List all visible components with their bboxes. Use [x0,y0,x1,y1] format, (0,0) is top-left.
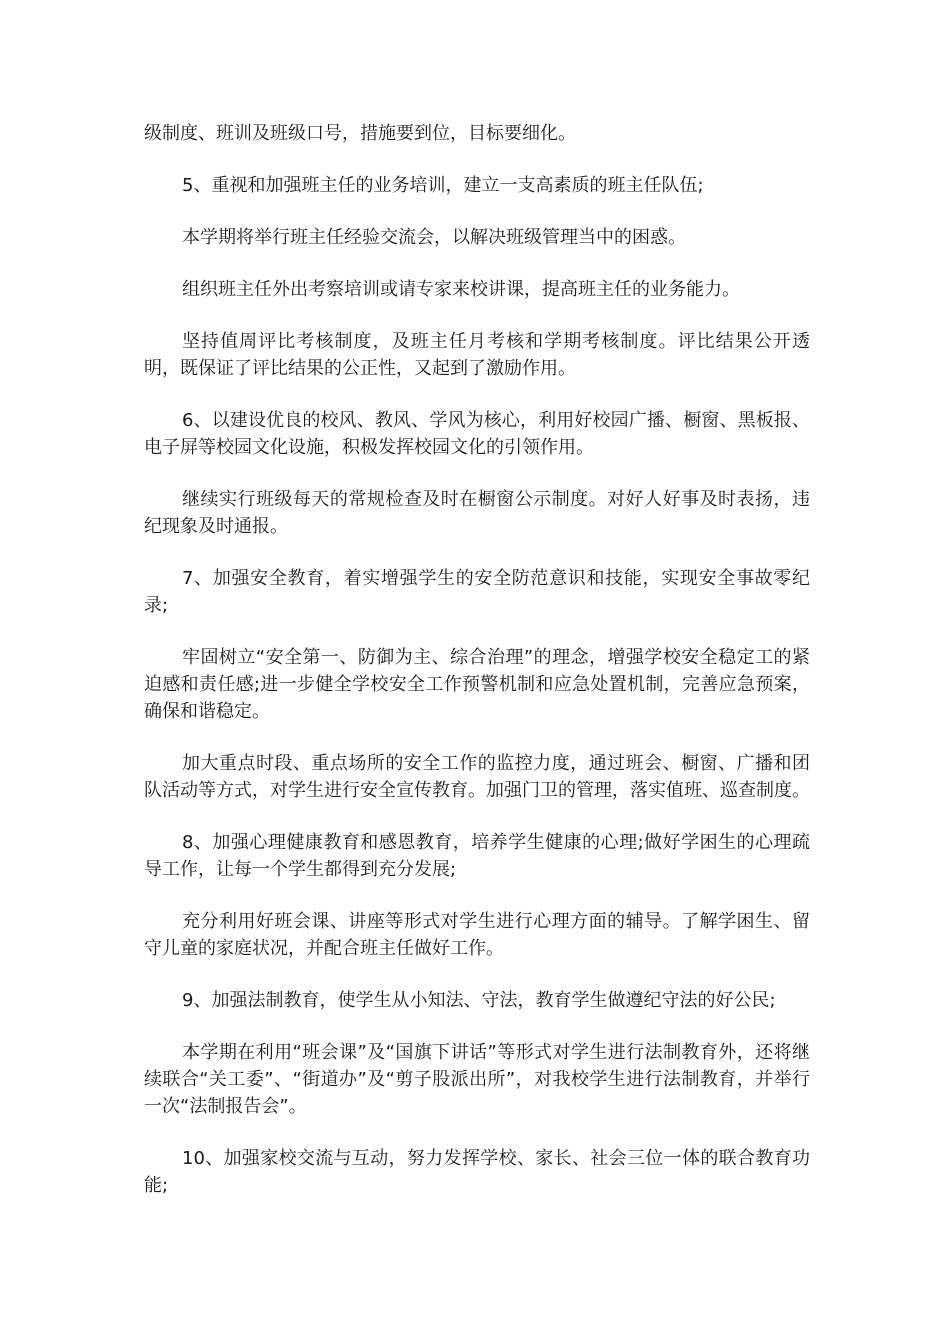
paragraph: 加大重点时段、重点场所的安全工作的监控力度，通过班会、橱窗、广播和团队活动等方式，对学生进行安全宣传教育。加强门卫的管理，落实值班、巡查制度。 [144,753,810,801]
paragraph: 5、重视和加强班主任的业务培训，建立一支高素质的班主任队伍; [182,175,704,196]
paragraph: 6、以建设优良的校风、教风、学风为核心，利用好校园广播、橱窗、黑板报、电子屏等校园文化设施，积极发挥校园文化的引领作用。 [144,410,810,458]
paragraph: 组织班主任外出考察培训或请专家来校讲课，提高班主任的业务能力。 [182,279,740,300]
paragraph: 级制度、班训及班级口号，措施要到位，目标要细化。 [144,123,576,144]
paragraph: 坚持值周评比考核制度，及班主任月考核和学期考核制度。评比结果公开透明，既保证了评比结果的公正性，又起到了激励作用。 [144,331,810,379]
document-body [144,120,810,1224]
paragraph: 10、加强家校交流与互动，努力发挥学校、家长、社会三位一体的联合教育功能; [144,1148,810,1196]
paragraph: 牢固树立“安全第一、防御为主、综合治理”的理念，增强学校安全稳定工的紧迫感和责任感;进一步健全学校安全工作预警机制和应急处置机制，完善应急预案，确保和谐稳定。 [144,647,810,722]
paragraph: 充分利用好班会课、讲座等形式对学生进行心理方面的辅导。了解学困生、留守儿童的家庭状况，并配合班主任做好工作。 [144,911,810,959]
paragraph: 9、加强法制教育，使学生从小知法、守法，教育学生做遵纪守法的好公民; [182,990,776,1011]
paragraph: 本学期将举行班主任经验交流会，以解决班级管理当中的困惑。 [182,227,686,248]
paragraph: 本学期在利用“班会课”及“国旗下讲话”等形式对学生进行法制教育外，还将继续联合“关工委”、“街道办”及“剪子股派出所”，对我校学生进行法制教育，并举行一次“法制报告会”。 [144,1042,810,1117]
paragraph: 继续实行班级每天的常规检查及时在橱窗公示制度。对好人好事及时表扬，违纪现象及时通报。 [144,489,810,537]
paragraph: 8、加强心理健康教育和感恩教育，培养学生健康的心理;做好学困生的心理疏导工作，让每一个学生都得到充分发展; [144,832,810,880]
paragraph: 7、加强安全教育，着实增强学生的安全防范意识和技能，实现安全事故零纪录; [144,568,810,616]
